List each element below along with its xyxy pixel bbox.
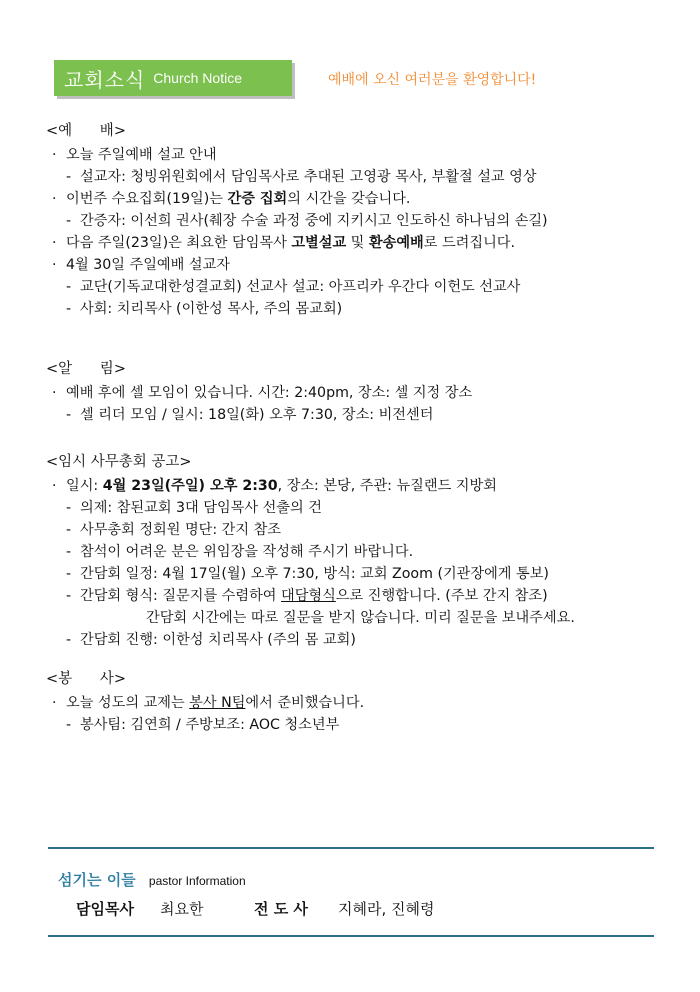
worship-subitem: - 설교자: 청빙위원회에서 담임목사로 추대된 고영광 목사, 부활절 설교 영상 [46, 166, 666, 188]
meeting-note: 간담회 시간에는 따로 질문을 받지 않습니다. 미리 질문을 보내주세요. [146, 610, 575, 626]
worship-item: · 4월 30일 주일예배 설교자 [46, 254, 666, 276]
evangelist-label: 전 도 사 [254, 900, 308, 918]
worship-item: · 오늘 주일예배 설교 안내 [46, 144, 666, 166]
worship-item: · 이번주 수요집회(19일)는 간증 집회의 시간을 갖습니다. [46, 188, 666, 210]
service-subitem: - 봉사팀: 김연희 / 주방보조: AOC 청소년부 [46, 714, 666, 736]
worship-subitem: - 간증자: 이선희 권사(췌장 수술 과정 중에 지키시고 인도하신 하나님의 손길) [46, 210, 666, 232]
senior-pastor-label: 담임목사 [76, 900, 134, 918]
announcements-section [46, 360, 666, 426]
meeting-subitem: - 사무총회 정회원 명단: 간지 참조 [46, 519, 666, 541]
meeting-title: <임시 사무총회 공고> [46, 454, 192, 470]
meeting-item: · 일시: 4월 23일(주일) 오후 2:30, 장소: 본당, 주관: 뉴질랜드 지방회 [46, 475, 666, 497]
service-item: · 오늘 성도의 교제는 봉사 N팀에서 준비했습니다. [46, 692, 666, 714]
footer-title-english: pastor Information [148, 874, 246, 888]
announcements-title: <알 림> [46, 361, 126, 377]
header-title-korean: 교회소식 [64, 67, 146, 92]
announcement-item: · 예배 후에 셀 모임이 있습니다. 시간: 2:40pm, 장소: 셀 지정 장소 [46, 382, 666, 404]
service-section [46, 670, 666, 736]
worship-section [46, 122, 666, 320]
evangelist-names: 지혜라, 진혜령 [338, 900, 435, 918]
church-notice-header [54, 60, 292, 96]
footer-bottom-divider [48, 935, 654, 937]
meeting-subitem: - 간담회 형식: 질문지를 수렴하여 대담형식으로 진행합니다. (주보 간지 참조) [46, 585, 666, 607]
meeting-subitem: - 간담회 진행: 이한성 치리목사 (주의 몸 교회) [46, 629, 666, 651]
service-title: <봉 사> [46, 671, 126, 687]
footer-top-divider [48, 847, 654, 849]
meeting-subitem: - 의제: 참된교회 3대 담임목사 선출의 건 [46, 497, 666, 519]
footer-title [58, 869, 246, 890]
header-title-english: Church Notice [153, 70, 242, 86]
worship-subitem: - 교단(기독교대한성결교회) 선교사 설교: 아프리카 우간다 이헌도 선교사 [46, 276, 666, 298]
welcome-message: 예배에 오신 여러분을 환영합니다! [328, 72, 537, 88]
senior-pastor-name: 최요한 [160, 900, 204, 918]
worship-item: · 다음 주일(23일)은 최요한 담임목사 고별설교 및 환송예배로 드려집니다. [46, 232, 666, 254]
worship-subitem: - 사회: 치리목사 (이한성 목사, 주의 몸교회) [46, 298, 666, 320]
announcement-subitem: - 셀 리더 모임 / 일시: 18일(화) 오후 7:30, 장소: 비전센터 [46, 404, 666, 426]
worship-title: <예 배> [46, 123, 126, 139]
footer-title-korean: 섬기는 이들 [58, 871, 136, 889]
meeting-section [46, 453, 666, 651]
meeting-subitem: - 참석이 어려운 분은 위임장을 작성해 주시기 바랍니다. [46, 541, 666, 563]
meeting-subitem: - 간담회 일정: 4월 17일(월) 오후 7:30, 방식: 교회 Zoom (기관장에게 통보) [46, 563, 666, 585]
